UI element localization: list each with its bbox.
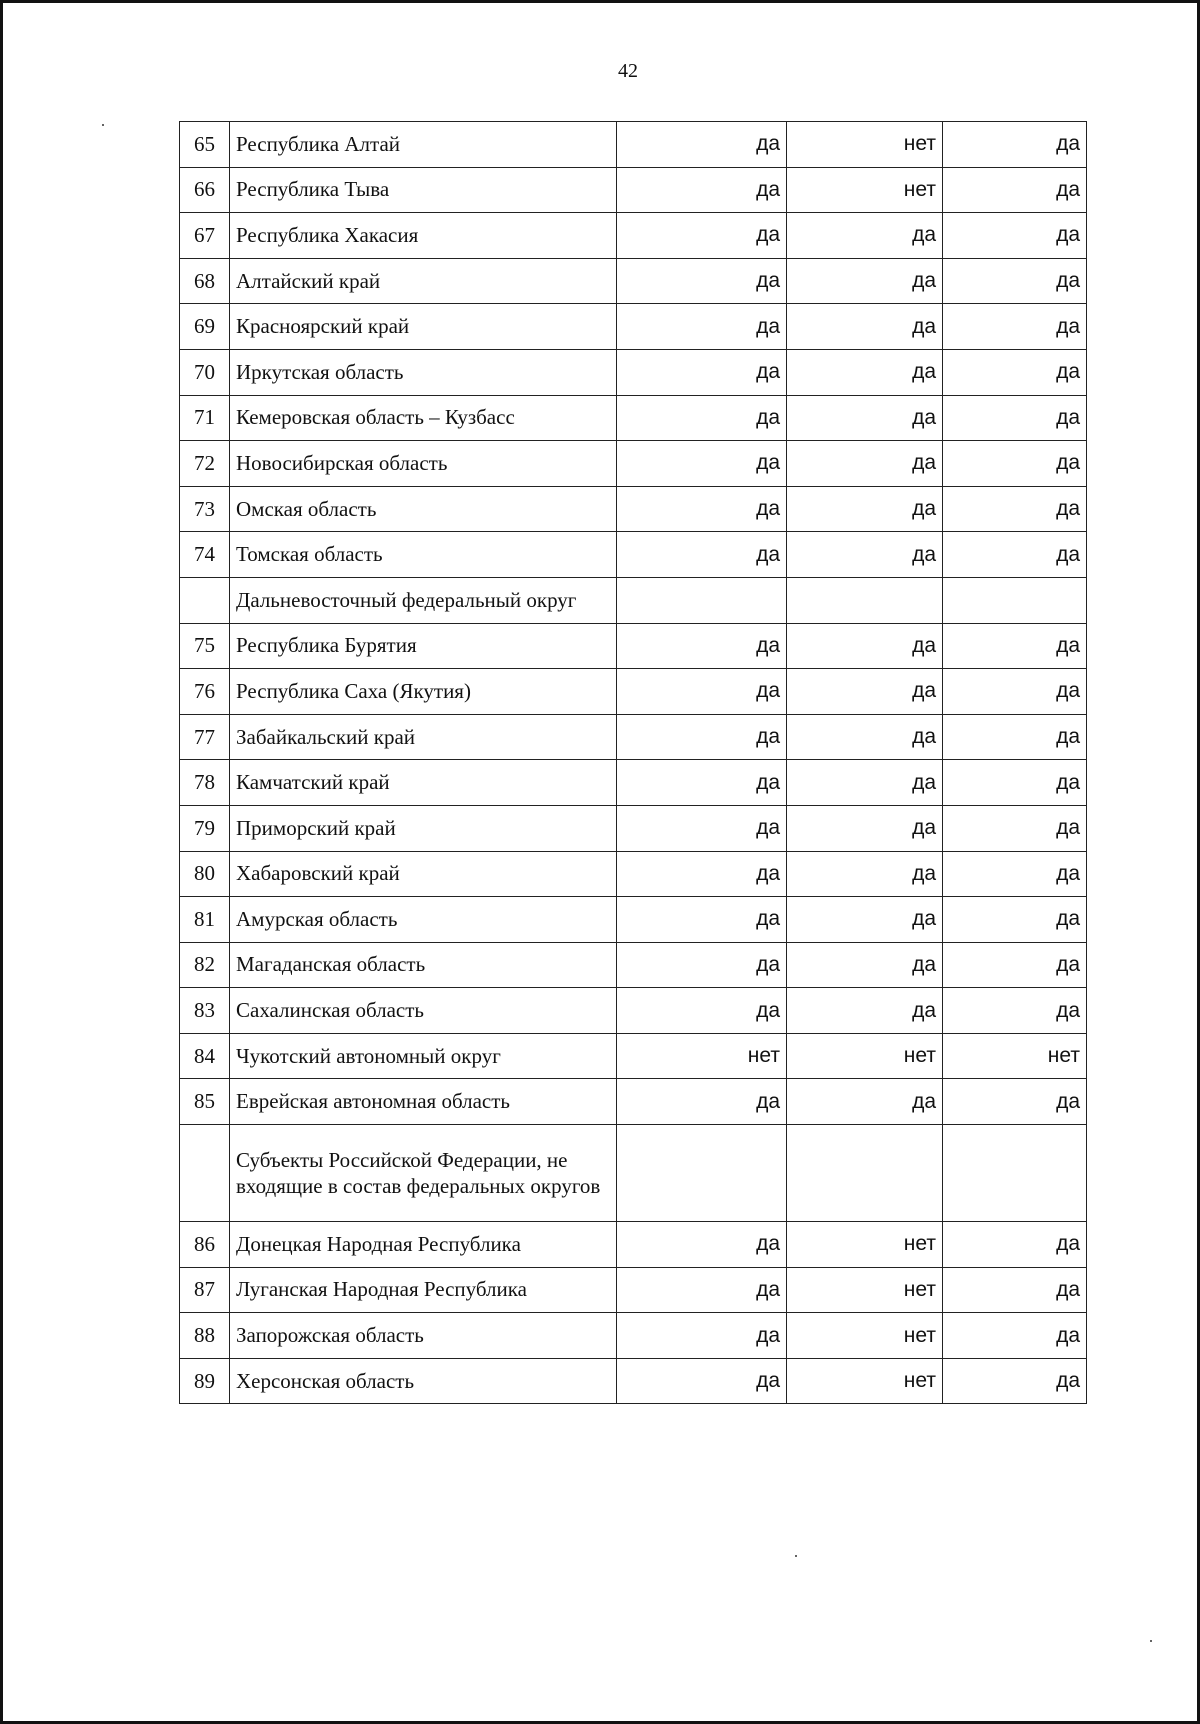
table-row — [180, 486, 1087, 532]
region-name-cell: Красноярский край — [230, 304, 617, 350]
row-number-cell: 89 — [180, 1358, 230, 1404]
row-number-cell: 68 — [180, 258, 230, 304]
table-row — [180, 1358, 1087, 1404]
value-a-cell: да — [617, 167, 787, 213]
value-b-cell: нет — [787, 1033, 943, 1079]
value-a-cell: да — [617, 1079, 787, 1125]
value-a-cell: да — [617, 669, 787, 715]
value-a-cell: да — [617, 258, 787, 304]
region-name-cell: Забайкальский край — [230, 714, 617, 760]
value-c-cell: да — [943, 988, 1087, 1034]
table-group-row — [180, 1125, 1087, 1222]
row-number-cell: 72 — [180, 441, 230, 487]
row-number-cell: 67 — [180, 213, 230, 259]
region-name-cell: Амурская область — [230, 897, 617, 943]
row-number-cell: 75 — [180, 623, 230, 669]
region-name-cell: Новосибирская область — [230, 441, 617, 487]
value-a-cell: да — [617, 805, 787, 851]
table-row — [180, 122, 1087, 168]
row-number-cell: 87 — [180, 1267, 230, 1313]
region-name-cell: Омская область — [230, 486, 617, 532]
value-b-cell: нет — [787, 1313, 943, 1359]
value-a-cell: нет — [617, 1033, 787, 1079]
region-name-cell: Магаданская область — [230, 942, 617, 988]
region-name-cell: Алтайский край — [230, 258, 617, 304]
empty-cell — [617, 577, 787, 623]
value-c-cell: да — [943, 669, 1087, 715]
value-a-cell: да — [617, 851, 787, 897]
region-name-cell: Республика Тыва — [230, 167, 617, 213]
table-row — [180, 167, 1087, 213]
value-c-cell: да — [943, 213, 1087, 259]
value-c-cell: да — [943, 304, 1087, 350]
table-row — [180, 760, 1087, 806]
row-number-cell: 70 — [180, 349, 230, 395]
row-number-cell: 77 — [180, 714, 230, 760]
value-b-cell: да — [787, 897, 943, 943]
value-b-cell: да — [787, 805, 943, 851]
value-a-cell: да — [617, 1222, 787, 1268]
value-b-cell: нет — [787, 1267, 943, 1313]
row-number-cell: 85 — [180, 1079, 230, 1125]
row-number-cell: 79 — [180, 805, 230, 851]
region-name-cell: Луганская Народная Республика — [230, 1267, 617, 1313]
row-number-cell: 86 — [180, 1222, 230, 1268]
table-row — [180, 851, 1087, 897]
value-b-cell: да — [787, 258, 943, 304]
value-a-cell: да — [617, 532, 787, 578]
value-b-cell: да — [787, 669, 943, 715]
region-name-cell: Республика Хакасия — [230, 213, 617, 259]
table-row — [180, 897, 1087, 943]
table-row — [180, 1313, 1087, 1359]
row-number-cell: 71 — [180, 395, 230, 441]
region-name-cell: Республика Саха (Якутия) — [230, 669, 617, 715]
value-a-cell: да — [617, 395, 787, 441]
region-name-cell: Чукотский автономный округ — [230, 1033, 617, 1079]
row-number-cell: 81 — [180, 897, 230, 943]
value-c-cell: да — [943, 1358, 1087, 1404]
value-a-cell: да — [617, 760, 787, 806]
region-name-cell: Запорожская область — [230, 1313, 617, 1359]
value-a-cell: да — [617, 897, 787, 943]
empty-cell — [617, 1125, 787, 1222]
region-name-cell: Еврейская автономная область — [230, 1079, 617, 1125]
row-number-cell: 78 — [180, 760, 230, 806]
value-a-cell: да — [617, 1358, 787, 1404]
row-number-cell: 65 — [180, 122, 230, 168]
value-b-cell: да — [787, 623, 943, 669]
region-name-cell: Республика Алтай — [230, 122, 617, 168]
value-a-cell: да — [617, 122, 787, 168]
value-c-cell: да — [943, 122, 1087, 168]
row-number-cell — [180, 1125, 230, 1222]
value-c-cell: да — [943, 760, 1087, 806]
value-b-cell: нет — [787, 1358, 943, 1404]
value-b-cell: нет — [787, 167, 943, 213]
value-c-cell: да — [943, 395, 1087, 441]
value-c-cell: да — [943, 1267, 1087, 1313]
table-row — [180, 1033, 1087, 1079]
row-number-cell: 88 — [180, 1313, 230, 1359]
value-b-cell: нет — [787, 122, 943, 168]
value-b-cell: да — [787, 714, 943, 760]
value-b-cell: да — [787, 988, 943, 1034]
table-group-row — [180, 577, 1087, 623]
value-b-cell: да — [787, 486, 943, 532]
value-c-cell: да — [943, 258, 1087, 304]
value-b-cell: нет — [787, 1222, 943, 1268]
region-name-cell: Томская область — [230, 532, 617, 578]
value-c-cell: да — [943, 805, 1087, 851]
value-c-cell: да — [943, 942, 1087, 988]
value-c-cell: да — [943, 486, 1087, 532]
value-a-cell: да — [617, 349, 787, 395]
value-b-cell: да — [787, 1079, 943, 1125]
regions-table-body — [180, 122, 1087, 1404]
value-a-cell: да — [617, 988, 787, 1034]
value-b-cell: да — [787, 349, 943, 395]
value-c-cell: да — [943, 441, 1087, 487]
value-b-cell: да — [787, 942, 943, 988]
empty-cell — [787, 1125, 943, 1222]
row-number-cell: 69 — [180, 304, 230, 350]
table-row — [180, 1222, 1087, 1268]
page-number: 42 — [618, 60, 638, 82]
value-b-cell: да — [787, 441, 943, 487]
table-row — [180, 942, 1087, 988]
row-number-cell: 82 — [180, 942, 230, 988]
region-name-cell: Херсонская область — [230, 1358, 617, 1404]
value-b-cell: да — [787, 213, 943, 259]
value-b-cell: да — [787, 851, 943, 897]
table-row — [180, 441, 1087, 487]
table-row — [180, 714, 1087, 760]
value-c-cell: да — [943, 1079, 1087, 1125]
value-b-cell: да — [787, 760, 943, 806]
empty-cell — [943, 577, 1087, 623]
value-c-cell: да — [943, 897, 1087, 943]
scan-speck — [102, 124, 104, 126]
table-row — [180, 988, 1087, 1034]
value-c-cell: да — [943, 532, 1087, 578]
region-name-cell: Кемеровская область – Кузбасс — [230, 395, 617, 441]
value-a-cell: да — [617, 1313, 787, 1359]
row-number-cell — [180, 577, 230, 623]
row-number-cell: 83 — [180, 988, 230, 1034]
region-name-cell: Хабаровский край — [230, 851, 617, 897]
table-row — [180, 258, 1087, 304]
value-c-cell: да — [943, 714, 1087, 760]
value-a-cell: да — [617, 486, 787, 532]
value-a-cell: да — [617, 942, 787, 988]
empty-cell — [787, 577, 943, 623]
table-row — [180, 304, 1087, 350]
value-c-cell: да — [943, 851, 1087, 897]
region-name-cell: Иркутская область — [230, 349, 617, 395]
table-row — [180, 1267, 1087, 1313]
value-c-cell: да — [943, 1222, 1087, 1268]
row-number-cell: 74 — [180, 532, 230, 578]
scan-speck — [1150, 1640, 1152, 1642]
group-name-cell: Субъекты Российской Федерации, не входящие в состав федеральных округов — [230, 1125, 617, 1222]
value-c-cell: да — [943, 167, 1087, 213]
row-number-cell: 80 — [180, 851, 230, 897]
table-row — [180, 669, 1087, 715]
group-name-cell: Дальневосточный федеральный округ — [230, 577, 617, 623]
row-number-cell: 73 — [180, 486, 230, 532]
scan-speck — [795, 1555, 797, 1557]
value-c-cell: нет — [943, 1033, 1087, 1079]
table-row — [180, 349, 1087, 395]
value-c-cell: да — [943, 349, 1087, 395]
table-row — [180, 213, 1087, 259]
value-a-cell: да — [617, 213, 787, 259]
value-a-cell: да — [617, 623, 787, 669]
table-row — [180, 805, 1087, 851]
value-a-cell: да — [617, 714, 787, 760]
regions-table — [179, 121, 1087, 1404]
value-a-cell: да — [617, 441, 787, 487]
value-a-cell: да — [617, 304, 787, 350]
empty-cell — [943, 1125, 1087, 1222]
region-name-cell: Приморский край — [230, 805, 617, 851]
table-row — [180, 623, 1087, 669]
row-number-cell: 76 — [180, 669, 230, 715]
table-row — [180, 532, 1087, 578]
value-b-cell: да — [787, 304, 943, 350]
region-name-cell: Республика Бурятия — [230, 623, 617, 669]
region-name-cell: Камчатский край — [230, 760, 617, 806]
value-a-cell: да — [617, 1267, 787, 1313]
table-row — [180, 395, 1087, 441]
value-c-cell: да — [943, 1313, 1087, 1359]
region-name-cell: Сахалинская область — [230, 988, 617, 1034]
row-number-cell: 84 — [180, 1033, 230, 1079]
value-c-cell: да — [943, 623, 1087, 669]
value-b-cell: да — [787, 532, 943, 578]
table-row — [180, 1079, 1087, 1125]
row-number-cell: 66 — [180, 167, 230, 213]
value-b-cell: да — [787, 395, 943, 441]
region-name-cell: Донецкая Народная Республика — [230, 1222, 617, 1268]
